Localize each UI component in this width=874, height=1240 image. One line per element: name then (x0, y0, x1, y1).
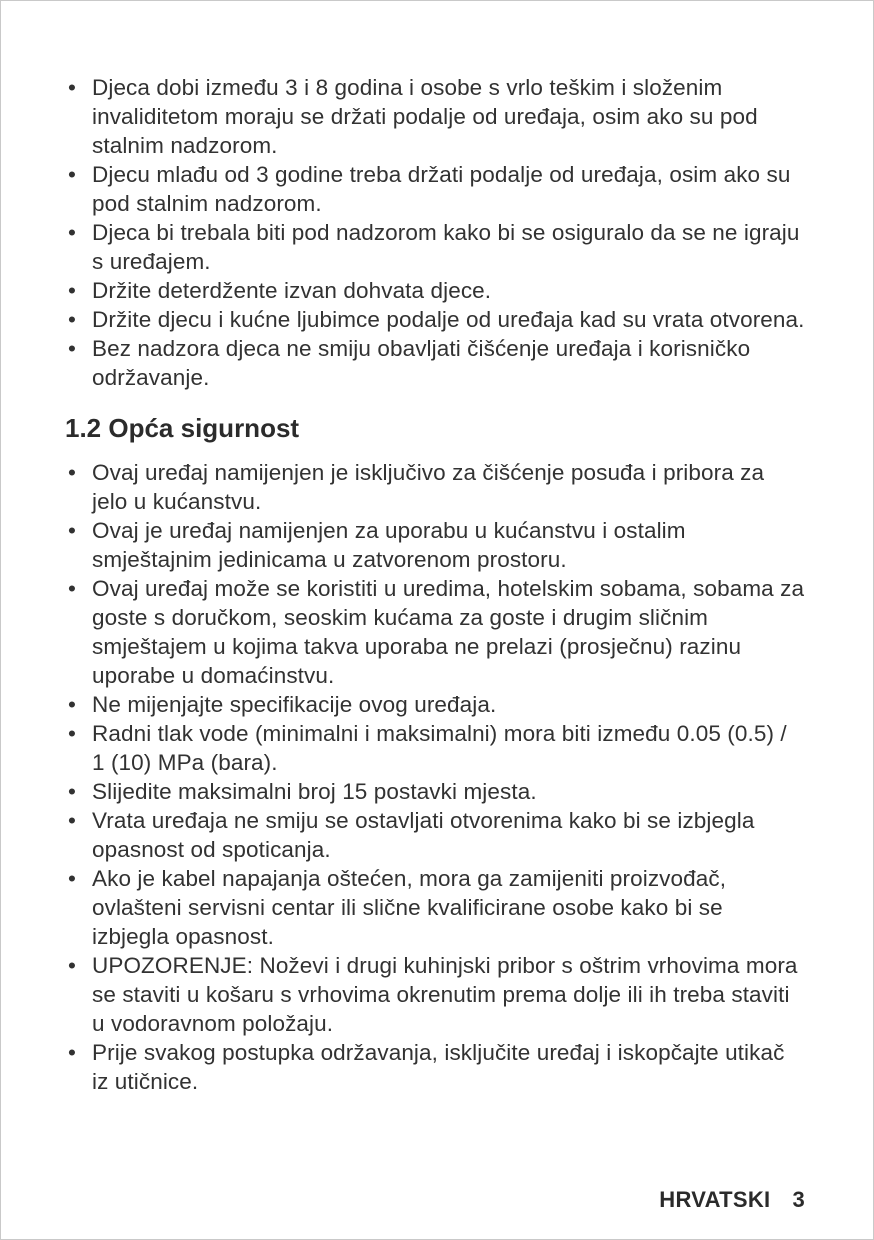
list-item: • Držite djecu i kućne ljubimce podalje od uređaja kad su vrata otvorena. (65, 305, 805, 334)
list-item: • Vrata uređaja ne smiju se ostavljati otvorenima kako bi se izbjegla opasnost od spoticanja. (65, 806, 805, 864)
list-item: • Ovaj uređaj namijenjen je isključivo za čišćenje posuđa i pribora za jelo u kućanstvu. (65, 458, 805, 516)
page-content (65, 73, 805, 1096)
list-item: • Ako je kabel napajanja oštećen, mora ga zamijeniti proizvođač, ovlašteni servisni centar ili slične kvalificirane osobe kako bi se izbjegla opasnost. (65, 864, 805, 951)
list-item: • Ovaj uređaj može se koristiti u uredima, hotelskim sobama, sobama za goste s doručkom, seoskim kućama za goste i drugim sličnim smještajem u kojima takva uporaba ne prelazi (prosječnu) razinu uporabe u domaćinstvu. (65, 574, 805, 690)
list-item: • Slijedite maksimalni broj 15 postavki mjesta. (65, 777, 805, 806)
page-footer (659, 1187, 805, 1213)
child-safety-list (65, 73, 805, 392)
list-item: • Ovaj je uređaj namijenjen za uporabu u kućanstvu i ostalim smještajnim jedinicama u zatvorenom prostoru. (65, 516, 805, 574)
list-item: • Radni tlak vode (minimalni i maksimalni) mora biti između 0.05 (0.5) / 1 (10) MPa (bara). (65, 719, 805, 777)
footer-page-number: 3 (792, 1187, 805, 1212)
footer-language-label: HRVATSKI (659, 1187, 771, 1212)
list-item: • Držite deterdžente izvan dohvata djece. (65, 276, 805, 305)
list-item: • Djeca dobi između 3 i 8 godina i osobe s vrlo teškim i složenim invaliditetom moraju se držati podalje od uređaja, osim ako su pod stalnim nadzorom. (65, 73, 805, 160)
list-item: • Bez nadzora djeca ne smiju obavljati čišćenje uređaja i korisničko održavanje. (65, 334, 805, 392)
list-item: • Djeca bi trebala biti pod nadzorom kako bi se osiguralo da se ne igraju s uređajem. (65, 218, 805, 276)
section-heading-general-safety: 1.2 Opća sigurnost (65, 413, 300, 443)
list-item: • Ne mijenjajte specifikacije ovog uređaja. (65, 690, 805, 719)
general-safety-list (65, 458, 805, 1096)
list-item: • UPOZORENJE: Noževi i drugi kuhinjski pribor s oštrim vrhovima mora se staviti u košaru s vrhovima okrenutim prema dolje ili ih treba staviti u vodoravnom položaju. (65, 951, 805, 1038)
list-item: • Prije svakog postupka održavanja, isključite uređaj i iskopčajte utikač iz utičnice. (65, 1038, 805, 1096)
list-item: • Djecu mlađu od 3 godine treba držati podalje od uređaja, osim ako su pod stalnim nadzorom. (65, 160, 805, 218)
